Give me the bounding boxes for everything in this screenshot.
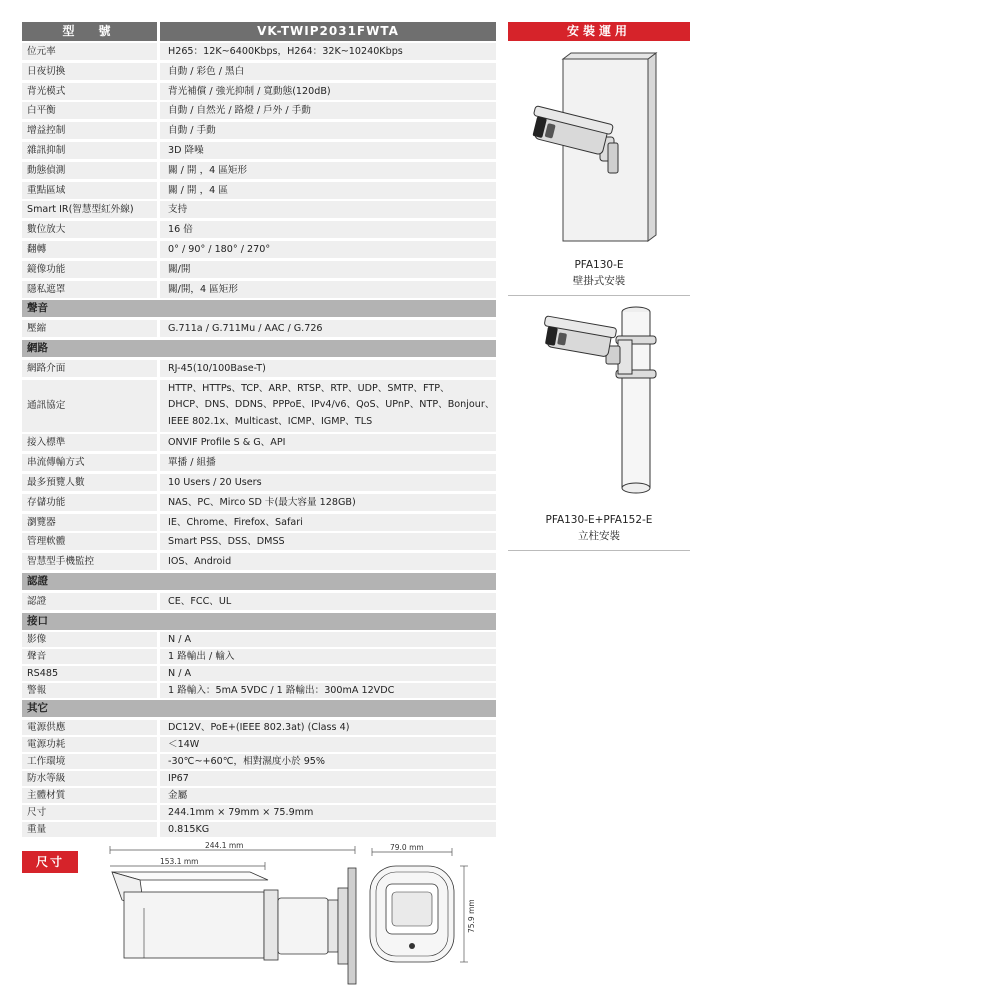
spec-group-audio <box>22 320 496 337</box>
spec-value: -30℃~+60℃，相對濕度小於 95% <box>160 754 496 769</box>
dim-length-label: 244.1 mm <box>205 841 244 850</box>
spec-row-protocol <box>22 380 496 432</box>
dim-width-label: 79.0 mm <box>390 843 424 852</box>
divider <box>508 550 690 551</box>
model-number: VK-TWIP2031FWTA <box>160 22 496 41</box>
spec-value: 16 倍 <box>160 221 496 238</box>
spec-value: 金屬 <box>160 788 496 803</box>
spec-label: 增益控制 <box>22 122 157 139</box>
spec-value: DC12V、PoE+(IEEE 802.3at) (Class 4) <box>160 720 496 735</box>
install-name-2: 立柱安裝 <box>578 530 620 542</box>
model-label: 型 號 <box>22 22 157 41</box>
spec-row <box>22 102 496 119</box>
spec-row <box>22 454 496 471</box>
section-network: 網路 <box>22 340 496 357</box>
spec-group-video <box>22 43 496 298</box>
spec-label: 日夜切換 <box>22 63 157 80</box>
spec-value: ONVIF Profile S & G、API <box>160 434 496 451</box>
spec-value: 自動 / 彩色 / 黑白 <box>160 63 496 80</box>
spec-header <box>22 22 496 41</box>
spec-label: 串流傳輸方式 <box>22 454 157 471</box>
spec-row <box>22 221 496 238</box>
spec-value: 關/開 <box>160 261 496 278</box>
spec-row <box>22 649 496 664</box>
spec-value <box>160 380 496 432</box>
spec-group-cert <box>22 593 496 610</box>
install-model-2: PFA130-E+PFA152-E <box>545 514 653 526</box>
pole-mount-illustration <box>508 296 690 508</box>
dim-body-length-label: 153.1 mm <box>160 857 199 866</box>
spec-row <box>22 122 496 139</box>
spec-row <box>22 261 496 278</box>
wall-mount-illustration <box>508 41 690 253</box>
spec-row <box>22 514 496 531</box>
spec-row <box>22 593 496 610</box>
spec-row <box>22 805 496 820</box>
spec-row <box>22 162 496 179</box>
spec-label: 最多預覽人數 <box>22 474 157 491</box>
spec-label: 電源供應 <box>22 720 157 735</box>
spec-value: 關/開，4 區矩形 <box>160 281 496 298</box>
spec-label: 數位放大 <box>22 221 157 238</box>
spec-row <box>22 683 496 698</box>
spec-label: 翻轉 <box>22 241 157 258</box>
spec-row <box>22 241 496 258</box>
spec-value: 自動 / 手動 <box>160 122 496 139</box>
spec-label: 動態偵測 <box>22 162 157 179</box>
spec-row <box>22 320 496 337</box>
spec-value: 單播 / 組播 <box>160 454 496 471</box>
spec-label: 存儲功能 <box>22 494 157 511</box>
spec-label: 鏡像功能 <box>22 261 157 278</box>
spec-value: 支持 <box>160 201 496 218</box>
spec-row <box>22 533 496 550</box>
spec-label: 網路介面 <box>22 360 157 377</box>
spec-label: 白平衡 <box>22 102 157 119</box>
spec-row <box>22 737 496 752</box>
spec-value: N / A <box>160 632 496 647</box>
spec-value: NAS、PC、Mirco SD 卡(最大容量 128GB) <box>160 494 496 511</box>
spec-row <box>22 434 496 451</box>
install-panel <box>508 22 690 551</box>
spec-row <box>22 771 496 786</box>
spec-label: 管理軟體 <box>22 533 157 550</box>
spec-row <box>22 632 496 647</box>
dimension-tag: 尺寸 <box>22 851 78 873</box>
dimension-drawing <box>100 838 490 988</box>
spec-row <box>22 201 496 218</box>
spec-label: 影像 <box>22 632 157 647</box>
spec-row <box>22 360 496 377</box>
spec-label: 警報 <box>22 683 157 698</box>
spec-row <box>22 720 496 735</box>
spec-value: Smart PSS、DSS、DMSS <box>160 533 496 550</box>
spec-group-other <box>22 720 496 837</box>
spec-label: 電源功耗 <box>22 737 157 752</box>
spec-label: 壓縮 <box>22 320 157 337</box>
spec-label: 重點區域 <box>22 182 157 199</box>
spec-value: CE、FCC、UL <box>160 593 496 610</box>
camera-side-view <box>112 868 356 984</box>
spec-row <box>22 43 496 60</box>
spec-value: G.711a / G.711Mu / AAC / G.726 <box>160 320 496 337</box>
spec-group-interface <box>22 632 496 698</box>
spec-row <box>22 142 496 159</box>
spec-label: 背光模式 <box>22 83 157 100</box>
install-name-1: 壁掛式安裝 <box>572 275 626 287</box>
spec-value: RJ-45(10/100Base-T) <box>160 360 496 377</box>
spec-value: 1 路輸入：5mA 5VDC / 1 路輸出：300mA 12VDC <box>160 683 496 698</box>
install-title: 安裝運用 <box>508 22 690 41</box>
spec-value: N / A <box>160 666 496 681</box>
spec-value: IE、Chrome、Firefox、Safari <box>160 514 496 531</box>
section-certification: 認證 <box>22 573 496 590</box>
install-model-1: PFA130-E <box>574 259 624 271</box>
protocol-line-1: HTTP、HTTPs、TCP、ARP、RTSP、RTP、UDP、SMTP、FTP、 <box>168 382 450 394</box>
spec-value: H265：12K~6400Kbps，H264：32K~10240Kbps <box>160 43 496 60</box>
spec-value: 244.1mm × 79mm × 75.9mm <box>160 805 496 820</box>
spec-group-network <box>22 360 496 377</box>
spec-value: 10 Users / 20 Users <box>160 474 496 491</box>
spec-value: 0° / 90° / 180° / 270° <box>160 241 496 258</box>
spec-row <box>22 666 496 681</box>
spec-label: 認證 <box>22 593 157 610</box>
spec-label: Smart IR(智慧型紅外線) <box>22 201 157 218</box>
spec-value: 關 / 開 ，4 區 <box>160 182 496 199</box>
spec-row <box>22 494 496 511</box>
spec-label: 工作環境 <box>22 754 157 769</box>
spec-label: 智慧型手機監控 <box>22 553 157 570</box>
spec-group-network-2 <box>22 434 496 570</box>
section-audio: 聲音 <box>22 300 496 317</box>
spec-row <box>22 553 496 570</box>
spec-label: 通訊協定 <box>22 380 157 432</box>
spec-value: 關 / 開 ，4 區矩形 <box>160 162 496 179</box>
spec-value: 3D 降噪 <box>160 142 496 159</box>
section-other: 其它 <box>22 700 496 717</box>
spec-row <box>22 83 496 100</box>
camera-front-view <box>370 866 454 962</box>
spec-label: RS485 <box>22 666 157 681</box>
spec-label: 雜訊抑制 <box>22 142 157 159</box>
spec-row <box>22 281 496 298</box>
spec-value: IP67 <box>160 771 496 786</box>
spec-row <box>22 822 496 837</box>
spec-row <box>22 182 496 199</box>
protocol-line-3: IEEE 802.1x、Multicast、ICMP、IGMP、TLS <box>168 415 373 427</box>
spec-value: IOS、Android <box>160 553 496 570</box>
spec-label: 防水等級 <box>22 771 157 786</box>
spec-label: 主體材質 <box>22 788 157 803</box>
spec-label: 聲音 <box>22 649 157 664</box>
spec-row <box>22 63 496 80</box>
spec-label: 瀏覽器 <box>22 514 157 531</box>
spec-row <box>22 754 496 769</box>
spec-value: 自動 / 自然光 / 路燈 / 戶外 / 手動 <box>160 102 496 119</box>
protocol-line-2: DHCP、DNS、DDNS、PPPoE、IPv4/v6、QoS、UPnP、NTP、Bonjour、 <box>168 399 495 411</box>
section-interface: 接口 <box>22 613 496 630</box>
spec-label: 重量 <box>22 822 157 837</box>
spec-label: 尺寸 <box>22 805 157 820</box>
spec-value: ＜14W <box>160 737 496 752</box>
spec-label: 隱私遮罩 <box>22 281 157 298</box>
spec-label: 位元率 <box>22 43 157 60</box>
spec-value: 0.815KG <box>160 822 496 837</box>
spec-row <box>22 788 496 803</box>
spec-label: 接入標準 <box>22 434 157 451</box>
dim-height-label: 75.9 mm <box>467 899 476 933</box>
spec-row <box>22 474 496 491</box>
spec-value: 背光補償 / 強光抑制 / 寬動態(120dB) <box>160 83 496 100</box>
spec-table <box>22 22 496 839</box>
spec-value: 1 路輸出 / 輸入 <box>160 649 496 664</box>
